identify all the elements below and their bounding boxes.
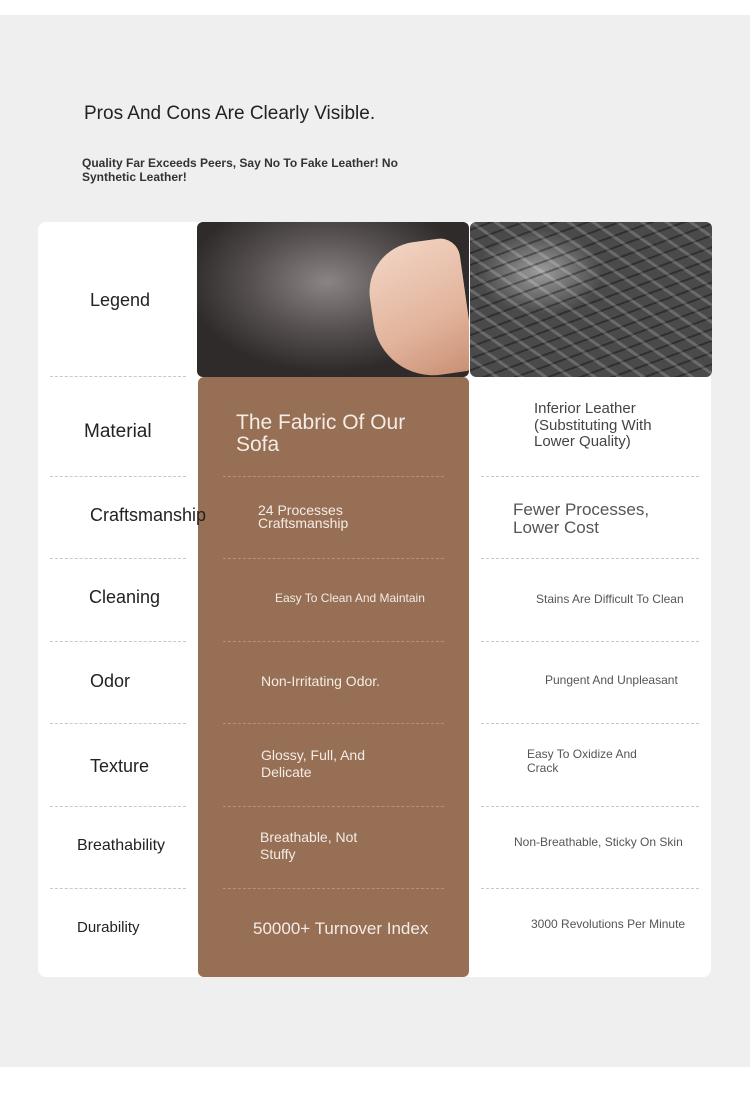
inferior-leather-image — [470, 222, 712, 377]
row-divider — [481, 641, 699, 642]
row-divider — [481, 558, 699, 559]
row-label-legend: Legend — [90, 290, 151, 310]
row-label-breathability: Breathability — [77, 837, 166, 854]
inferior-durability: 3000 Revolutions Per Minute — [531, 917, 686, 931]
row-divider — [223, 888, 444, 889]
row-divider — [481, 723, 699, 724]
ours-material: The Fabric Of Our Sofa — [236, 411, 406, 457]
row-label-material: Material — [84, 421, 152, 442]
row-label-odor: Odor — [90, 671, 131, 691]
page-title: Pros And Cons Are Clearly Visible. — [84, 103, 376, 124]
genuine-leather-image — [197, 222, 469, 377]
inferior-breathability: Non-Breathable, Sticky On Skin — [514, 835, 683, 849]
row-divider — [481, 888, 699, 889]
row-divider — [481, 476, 699, 477]
page-subtitle: Quality Far Exceeds Peers, Say No To Fake Leather! No Synthetic Leather! — [82, 156, 398, 184]
row-divider — [223, 641, 444, 642]
ours-cleaning: Easy To Clean And Maintain — [275, 591, 425, 605]
row-divider — [50, 376, 186, 377]
row-divider — [223, 806, 444, 807]
hand-graphic — [363, 236, 469, 377]
row-divider — [50, 888, 186, 889]
inferior-material: Inferior Leather (Substituting With Lower Quality) — [534, 400, 652, 450]
inferior-odor: Pungent And Unpleasant — [545, 673, 678, 687]
row-divider — [50, 558, 186, 559]
ours-texture: Glossy, Full, And Delicate — [261, 747, 366, 780]
inferior-cleaning: Stains Are Difficult To Clean — [536, 592, 684, 606]
ours-odor: Non-Irritating Odor. — [261, 673, 381, 689]
ours-durability: 50000+ Turnover Index — [253, 919, 429, 938]
row-divider — [50, 806, 186, 807]
row-divider — [50, 641, 186, 642]
row-divider — [50, 476, 186, 477]
row-label-craftsmanship: Craftsmanship — [90, 505, 207, 525]
row-divider — [223, 723, 444, 724]
row-label-durability: Durability — [77, 919, 140, 936]
inferior-texture: Easy To Oxidize And Crack — [527, 747, 637, 775]
row-divider — [223, 558, 444, 559]
row-divider — [223, 476, 444, 477]
ours-breathability: Breathable, Not Stuffy — [260, 829, 358, 862]
ours-craftsmanship: 24 Processes Craftsmanship — [258, 502, 349, 531]
row-divider — [481, 806, 699, 807]
row-label-texture: Texture — [90, 756, 150, 776]
row-label-cleaning: Cleaning — [89, 587, 161, 607]
inferior-craftsmanship: Fewer Processes, Lower Cost — [513, 500, 650, 537]
row-divider — [50, 723, 186, 724]
